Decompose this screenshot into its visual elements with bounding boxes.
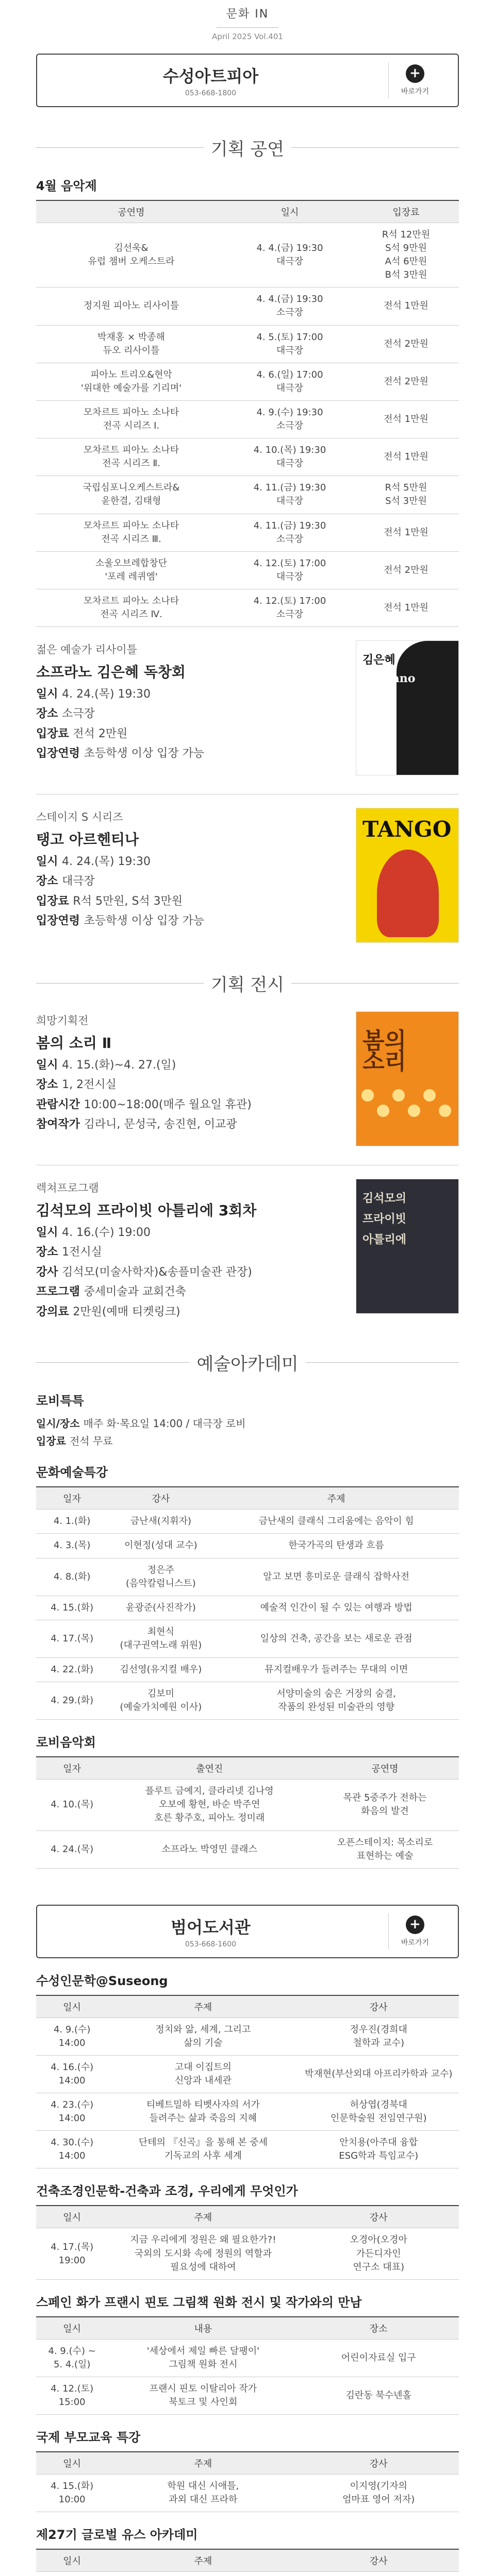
performance-row xyxy=(36,363,459,400)
column-header: 주제 xyxy=(108,1995,298,2018)
cell-name: 모차르트 피아노 소나타 전곡 시리즈 Ⅱ. xyxy=(36,438,226,476)
event-category: 희망기획전 xyxy=(36,1014,89,1027)
lobby-concert-row xyxy=(36,1831,459,1868)
event-detail: 관람시간 10:00~18:00(매주 월요일 휴관) xyxy=(36,1098,252,1111)
program-title: 스페인 화가 프랜시 핀토 그림책 원화 전시 및 작가와의 만남 xyxy=(36,2295,362,2310)
cell-topic: 일상의 건축, 공간을 보는 새로운 관점 xyxy=(213,1620,459,1657)
cell-date: 4. 6.(일) 17:00 대극장 xyxy=(226,363,353,400)
cell-date: 4. 12.(토) 17:00 대극장 xyxy=(226,551,353,589)
lobby-info xyxy=(36,1415,459,1450)
column-header: 강사 xyxy=(298,2206,459,2228)
column-header: 주제 xyxy=(213,1487,459,1510)
cell-fee: R석 5만원 S석 3만원 xyxy=(353,476,459,514)
poster-text: TANGO xyxy=(362,817,452,842)
cell-date: 4. 9.(수) 14:00 xyxy=(36,2018,108,2055)
cell-date: 4. 17.(목) xyxy=(36,1620,108,1657)
cell-topic: 프랜시 핀토 이탈리아 작가 북토크 및 사인회 xyxy=(108,2377,298,2414)
poster-text: 소리 xyxy=(362,1048,407,1075)
lecture-table xyxy=(36,1486,459,1720)
cell-date: 4. 23.(수) 14:00 xyxy=(36,2093,108,2131)
cell-date: 4. 29.(화) xyxy=(36,1682,108,1720)
column-header: 강사 xyxy=(298,2452,459,2475)
masthead-divider xyxy=(217,27,278,28)
section-heading-academy xyxy=(36,1350,459,1375)
shortcut-label: 바로가기 xyxy=(401,1938,429,1947)
cell-topic: 티베트밀하 티벳사자의 서가 들려주는 삶과 죽음의 지혜 xyxy=(108,2093,298,2131)
cell-teacher: 윤광준(사진작가) xyxy=(108,1596,213,1620)
lecture-row xyxy=(36,1682,459,1720)
cell-name: 김선욱& 유럽 챔버 오케스트라 xyxy=(36,223,226,287)
event-title: 탱고 아르헨티나 xyxy=(36,831,139,848)
program-table xyxy=(36,2205,459,2279)
event-card xyxy=(36,1179,459,1322)
cell-topic: 지금 우리에게 정원은 왜 필요한가?! 국외의 도시화 속에 정원의 역할과 필요성에 대하여 xyxy=(108,2228,298,2279)
event-detail: 일시 4. 16.(수) 19:00 xyxy=(36,1226,151,1239)
event-detail: 일시 4. 24.(목) 19:30 xyxy=(36,687,151,701)
cell-date: 4. 8.(화) xyxy=(36,1558,108,1596)
event-detail: 입장연령 초등학생 이상 입장 가능 xyxy=(36,747,205,760)
venue-shortcut-button[interactable] xyxy=(401,1916,429,1947)
venue-name: 수성아트피아 xyxy=(162,66,259,86)
cell-topic: 뮤지컬배우가 들려주는 무대의 이면 xyxy=(213,1657,459,1682)
event-detail: 프로그램 중세미술과 교회건축 xyxy=(36,1285,186,1299)
cell-name: 피아노 트리오&현악 '위대한 예술가를 기리며' xyxy=(36,363,226,400)
cell-topic: 금난새의 클래식 그리움에는 음악이 힘 xyxy=(213,1510,459,1534)
poster-text: 프라이빗 xyxy=(362,1212,407,1226)
event-category: 렉쳐프로그램 xyxy=(36,1182,99,1195)
exhibition-events xyxy=(36,1011,459,1322)
event-poster xyxy=(356,1011,459,1146)
lecture-row xyxy=(36,1620,459,1657)
cell-date: 4. 12.(토) 17:00 소극장 xyxy=(226,589,353,626)
poster-text: Soprano xyxy=(362,672,416,686)
venue-name: 범어도서관 xyxy=(171,1917,251,1937)
column-header: 강사 xyxy=(298,2549,459,2572)
shortcut-label: 바로가기 xyxy=(401,88,429,96)
section-title: 예술아카데미 xyxy=(196,1354,299,1375)
program-title: 국제 부모교육 특강 xyxy=(36,2430,141,2445)
column-header: 공연명 xyxy=(36,200,226,223)
lecture-title: 문화예술특강 xyxy=(36,1465,108,1480)
column-header: 공연명 xyxy=(311,1757,459,1780)
cell-place: 김란동 북수넨홀 xyxy=(298,2377,459,2414)
program-row xyxy=(36,2475,459,2512)
event-card xyxy=(36,808,459,943)
column-header: 입장료 xyxy=(353,200,459,223)
issue-date: April 2025 Vol.401 xyxy=(212,32,283,41)
event-title: 김석모의 프라이빗 아틀리에 3회차 xyxy=(36,1201,257,1219)
cell-name: 정지원 피아노 리사이틀 xyxy=(36,287,226,325)
cell-name: 모차르트 피아노 소나타 전곡 시리즈 Ⅰ. xyxy=(36,400,226,438)
event-title: 소프라노 김은혜 독창회 xyxy=(36,663,186,681)
cell-topic: 예술적 인간이 될 수 있는 여행과 방법 xyxy=(213,1596,459,1620)
lobby-detail: 일시/장소 매주 화·목요일 14:00 / 대극장 로비 xyxy=(36,1417,246,1430)
event-detail: 강의료 2만원(예매 티켓링크) xyxy=(36,1305,180,1318)
cell-teacher: 오경아(오경아 가든디자인 연구소 대표) xyxy=(298,2228,459,2279)
cell-topic: 정치와 앎, 세계, 그리고 삶의 기술 xyxy=(108,2018,298,2055)
venue-divider xyxy=(388,62,389,98)
cell-date: 4. 30.(수) 14:00 xyxy=(36,2131,108,2168)
column-header: 일시 xyxy=(36,2452,108,2475)
lecture-row xyxy=(36,1596,459,1620)
cell-topic: '세상에서 제일 빠른 달팽이' 그림책 원화 전시 xyxy=(108,2339,298,2377)
cell-date: 4. 15.(화) xyxy=(36,1596,108,1620)
program-table xyxy=(36,1995,459,2169)
poster-text: 봄의 xyxy=(362,1028,407,1055)
cell-name: 박재홍 × 박종해 듀오 리사이틀 xyxy=(36,325,226,363)
column-header: 일시 xyxy=(36,2549,108,2572)
venue-shortcut-button[interactable] xyxy=(401,64,429,96)
plus-icon: + xyxy=(406,1916,424,1934)
poster-text: Kim xyxy=(362,692,389,706)
event-detail: 일시 4. 24.(목) 19:30 xyxy=(36,855,151,868)
column-header: 일시 xyxy=(36,2317,108,2340)
event-detail: 입장연령 초등학생 이상 입장 가능 xyxy=(36,914,205,928)
cell-teacher: 정우진(경희대 철학과 교수) xyxy=(298,2018,459,2055)
section-title: 기획 공연 xyxy=(210,139,285,160)
event-detail: 입장료 R석 5만원, S석 3만원 xyxy=(36,894,183,908)
program-table xyxy=(36,2549,459,2576)
lecture-row xyxy=(36,1558,459,1596)
cell-cast: 소프라노 박영민 클래스 xyxy=(108,1831,311,1868)
section-title: 기획 전시 xyxy=(210,975,285,996)
cell-date: 4. 10.(목) xyxy=(36,1780,108,1831)
cell-fee: 전석 1만원 xyxy=(353,400,459,438)
column-header: 주제 xyxy=(108,2452,298,2475)
cell-topic: 학원 대신 시애틀, 과외 대신 프라하 xyxy=(108,2475,298,2512)
event-poster xyxy=(356,808,459,943)
cell-name: 국립심포니오케스트라& 윤한결, 김태형 xyxy=(36,476,226,514)
april-festival-title: 4월 음악제 xyxy=(36,179,97,193)
event-detail: 장소 1, 2전시실 xyxy=(36,1078,117,1092)
venue-header-beomeo xyxy=(36,1905,459,1958)
event-category: 스테이지 S 시리즈 xyxy=(36,811,123,824)
lobby-title: 로비특특 xyxy=(36,1394,84,1409)
program-table xyxy=(36,2316,459,2415)
cell-topic xyxy=(108,2572,298,2576)
cell-teacher: 이지영(기자의 엄마표 영어 저자) xyxy=(298,2475,459,2512)
event-category: 젊은 예술가 리사이틀 xyxy=(36,643,137,656)
cell-teacher: 이현정(성대 교수) xyxy=(108,1534,213,1558)
cell-fee: 전석 2만원 xyxy=(353,325,459,363)
cell-date: 4. 5.(토) 17:00 대극장 xyxy=(226,325,353,363)
cell-date: 4. 16.(수) 14:00 xyxy=(36,2055,108,2093)
cell-fee: 전석 1만원 xyxy=(353,589,459,626)
venue-header-suseong xyxy=(36,54,459,107)
lobby-concert-row xyxy=(36,1780,459,1831)
program-title: 제27기 글로벌 유스 아카데미 xyxy=(36,2528,198,2543)
cell-teacher: 안치용(아주대 융합 ESG학과 특임교수) xyxy=(298,2131,459,2168)
column-header: 강사 xyxy=(108,1487,213,1510)
column-header: 주제 xyxy=(108,2206,298,2228)
column-header: 출연진 xyxy=(108,1757,311,1780)
cell-fee: 전석 2만원 xyxy=(353,363,459,400)
event-detail: 일시 4. 15.(화)~4. 27.(일) xyxy=(36,1058,176,1072)
cell-fee: 전석 2만원 xyxy=(353,551,459,589)
cell-name: 소울오브레합창단 '포레 레퀴엠' xyxy=(36,551,226,589)
magazine-title: 문화 IN xyxy=(226,8,269,21)
cell-teacher: 정은주 (음악칼럼니스트) xyxy=(108,1558,213,1596)
cell-date: 4. 15.(화) 10:00 xyxy=(36,2475,108,2512)
cell-teacher: 김보미 (예술가치예원 이사) xyxy=(108,1682,213,1720)
column-header: 일자 xyxy=(36,1487,108,1510)
event-title: 봄의 소리 Ⅱ xyxy=(36,1034,112,1052)
event-detail: 장소 소극장 xyxy=(36,707,95,721)
cell-date: 4. 11.(금) 19:30 소극장 xyxy=(226,514,353,551)
performance-events xyxy=(36,640,459,943)
event-card xyxy=(36,640,459,775)
venue-divider xyxy=(388,1913,389,1950)
column-header: 일시 xyxy=(226,200,353,223)
cell-name: 모차르트 피아노 소나타 전곡 시리즈 Ⅳ. xyxy=(36,589,226,626)
cell-topic: 단테의 『신곡』을 통해 본 중세 기독교의 사후 세계 xyxy=(108,2131,298,2168)
column-header: 주제 xyxy=(108,2549,298,2572)
poster-text: 김석모의 xyxy=(362,1192,407,1206)
cell-teacher: 허상엽(경북대 인문학술원 전임연구원) xyxy=(298,2093,459,2131)
venue-phone: 053-668-1600 xyxy=(185,1940,237,1948)
program-title: 수성인문학@Suseong xyxy=(36,1973,168,1988)
program-row xyxy=(36,2055,459,2093)
event-poster xyxy=(356,1179,459,1314)
cell-date: 4. 24.(목) xyxy=(36,1831,108,1868)
cell-date: 4. 4.(금) 19:30 소극장 xyxy=(226,287,353,325)
column-header: 일시 xyxy=(36,2206,108,2228)
event-poster xyxy=(356,640,459,775)
event-detail: 강사 김석모(미술사학자)&송플미술관 관장) xyxy=(36,1265,252,1279)
cell-title: 목관 5중주가 전하는 화음의 발견 xyxy=(311,1780,459,1831)
program-row xyxy=(36,2377,459,2414)
cell-fee: R석 12만원 S석 9만원 A석 6만원 B석 3만원 xyxy=(353,223,459,287)
program-title: 건축조경인문학-건축과 조경, 우리에게 무엇인가 xyxy=(36,2184,298,2199)
cell-fee: 전석 1만원 xyxy=(353,438,459,476)
performance-row xyxy=(36,438,459,476)
program-table xyxy=(36,2451,459,2512)
event-detail: 참여작가 김라니, 문성국, 송진현, 이교광 xyxy=(36,1118,237,1131)
program-row xyxy=(36,2093,459,2131)
event-detail: 장소 1전시실 xyxy=(36,1246,102,1259)
cell-date: 4. 11.(금) 19:30 대극장 xyxy=(226,476,353,514)
cell-fee: 전석 1만원 xyxy=(353,514,459,551)
plus-icon: + xyxy=(406,64,424,83)
cell-date: 4. 3.(목) xyxy=(36,1534,108,1558)
cell-teacher: 최현식 (대구권역노래 위원) xyxy=(108,1620,213,1657)
cell-date: 4. 10.(목) 19:30 대극장 xyxy=(226,438,353,476)
lecture-row xyxy=(36,1657,459,1682)
cell-date xyxy=(36,2572,108,2576)
poster-text: 김은혜 xyxy=(362,653,395,667)
performance-row xyxy=(36,223,459,287)
program-row xyxy=(36,2339,459,2377)
cell-topic: 고대 이집트의 신앙과 내세관 xyxy=(108,2055,298,2093)
performance-row xyxy=(36,476,459,514)
column-header: 내용 xyxy=(108,2317,298,2340)
cell-date: 4. 9.(수) 19:30 소극장 xyxy=(226,400,353,438)
cell-topic: 한국가곡의 탄생과 흐름 xyxy=(213,1534,459,1558)
cell-date: 4. 12.(토) 15:00 xyxy=(36,2377,108,2414)
program-row xyxy=(36,2228,459,2279)
lobby-detail: 입장료 전석 무료 xyxy=(36,1435,113,1448)
cell-fee: 전석 1만원 xyxy=(353,287,459,325)
cell-teacher: 김선영(유지컬 배우) xyxy=(108,1657,213,1682)
column-header: 일시 xyxy=(36,1995,108,2018)
section-heading-exhibition xyxy=(36,971,459,996)
cell-title: 오픈스테이지: 목소리로 표현하는 예술 xyxy=(311,1831,459,1868)
cell-teacher: 박재현(부산외대 아프리카학과 교수) xyxy=(298,2055,459,2093)
lecture-row xyxy=(36,1534,459,1558)
cell-date: 4. 1.(화) xyxy=(36,1510,108,1534)
lobby-concert-title: 로비음악회 xyxy=(36,1735,96,1750)
event-detail: 입장료 전석 2만원 xyxy=(36,727,128,740)
cell-topic: 알고 보면 흥미로운 클래식 잡학사전 xyxy=(213,1558,459,1596)
column-header: 강사 xyxy=(298,1995,459,2018)
poster-text: 아틀리에 xyxy=(362,1233,407,1247)
cell-cast: 플루트 금예지, 클라리넷 김나영 오보에 황현, 바순 박주연 호른 황주호, 피아노 정미래 xyxy=(108,1780,311,1831)
program-row xyxy=(36,2018,459,2055)
cell-date: 4. 9.(수) ~ 5. 4.(일) xyxy=(36,2339,108,2377)
performance-row xyxy=(36,589,459,626)
event-detail: 장소 대극장 xyxy=(36,875,95,888)
lecture-row xyxy=(36,1510,459,1534)
cell-name: 모차르트 피아노 소나타 전곡 시리즈 Ⅲ. xyxy=(36,514,226,551)
cell-place: 어린이자료실 입구 xyxy=(298,2339,459,2377)
section-heading-performance xyxy=(36,135,459,160)
performance-row xyxy=(36,400,459,438)
performance-row xyxy=(36,325,459,363)
column-header: 일자 xyxy=(36,1757,108,1780)
performance-table xyxy=(36,200,459,627)
performance-row xyxy=(36,287,459,325)
lobby-concert-table xyxy=(36,1756,459,1868)
performance-row xyxy=(36,514,459,551)
cell-date: 4. 22.(화) xyxy=(36,1657,108,1682)
program-row xyxy=(36,2572,459,2576)
cell-teacher: 금난새(지휘자) xyxy=(108,1510,213,1534)
library-program-sections xyxy=(36,1971,459,2576)
performance-row xyxy=(36,551,459,589)
cell-teacher xyxy=(298,2572,459,2576)
venue-phone: 053-668-1800 xyxy=(185,89,237,97)
cell-date: 4. 17.(목) 19:00 xyxy=(36,2228,108,2279)
program-row xyxy=(36,2131,459,2168)
column-header: 장소 xyxy=(298,2317,459,2340)
cell-date: 4. 4.(금) 19:30 대극장 xyxy=(226,223,353,287)
masthead xyxy=(36,0,459,41)
event-card xyxy=(36,1011,459,1146)
cell-topic: 서양미술의 숨은 거장의 숨결, 작품의 완성된 미술관의 영향 xyxy=(213,1682,459,1720)
